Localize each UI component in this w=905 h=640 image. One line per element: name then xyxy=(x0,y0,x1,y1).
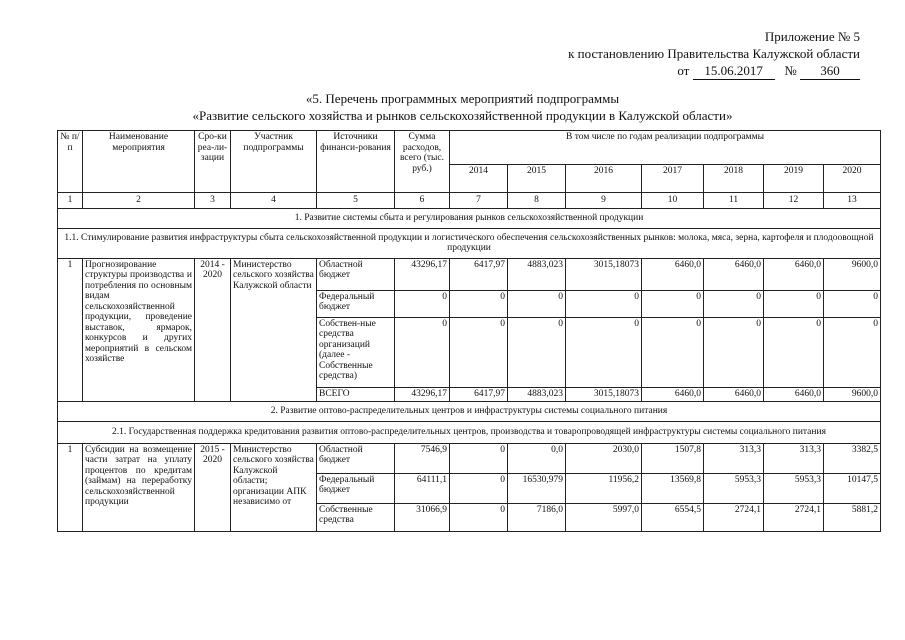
header-terms: Сро-ки реа-ли-зации xyxy=(195,131,231,193)
amount-cell: 3015,18073 xyxy=(566,258,642,290)
item-participant: Министерство сельского хозяйства Калужской области xyxy=(231,258,317,401)
amount-cell: 0 xyxy=(508,290,566,317)
amount-cell: 0,0 xyxy=(508,443,566,473)
item-terms: 2014 - 2020 xyxy=(195,258,231,401)
column-number: 1 xyxy=(58,193,83,209)
amount-cell: 313,3 xyxy=(704,443,764,473)
amount-cell: 6460,0 xyxy=(764,387,824,401)
amount-cell: 0 xyxy=(764,290,824,317)
amount-cell: 6460,0 xyxy=(764,258,824,290)
amount-cell: 1507,8 xyxy=(642,443,704,473)
amount-cell: 5953,3 xyxy=(704,473,764,503)
amount-cell: 6460,0 xyxy=(642,258,704,290)
resolution-label: к постановлению Правительства Калужской области xyxy=(568,46,860,61)
amount-cell: 5881,2 xyxy=(824,503,881,531)
number-label: № xyxy=(784,63,797,78)
amount-cell: 2724,1 xyxy=(704,503,764,531)
amount-cell: 0 xyxy=(764,317,824,387)
title-line-2: «Развитие сельского хозяйства и рынков сельскохозяйственной продукции в Калужской области» xyxy=(192,108,733,123)
item-name: Субсидии на возмещение части затрат на уплату процентов по кредитам (займам) на переработку сельскохозяйственной продукции xyxy=(83,443,195,531)
header-year: 2019 xyxy=(764,165,824,193)
amount-cell: 5953,3 xyxy=(764,473,824,503)
amount-cell: 0 xyxy=(704,317,764,387)
amount-cell: 64111,1 xyxy=(395,473,450,503)
amount-cell: 0 xyxy=(704,290,764,317)
header-year: 2014 xyxy=(450,165,508,193)
funding-source: ВСЕГО xyxy=(317,387,395,401)
amount-cell: 0 xyxy=(395,317,450,387)
table-row xyxy=(58,443,881,473)
amount-cell: 13569,8 xyxy=(642,473,704,503)
subsection-row xyxy=(58,228,881,258)
amount-cell: 0 xyxy=(824,290,881,317)
amount-cell: 10147,5 xyxy=(824,473,881,503)
funding-source: Федеральный бюджет xyxy=(317,473,395,503)
item-number: 1 xyxy=(58,258,83,401)
header-year: 2016 xyxy=(566,165,642,193)
funding-source: Областной бюджет xyxy=(317,443,395,473)
amount-cell: 6460,0 xyxy=(642,387,704,401)
amount-cell: 0 xyxy=(450,443,508,473)
header-year: 2015 xyxy=(508,165,566,193)
from-label: от xyxy=(677,63,690,78)
header-name: Наименование мероприятия xyxy=(83,131,195,193)
section-title: 2. Развитие оптово-распределительных центров и инфраструктуры системы социального питания xyxy=(58,401,881,421)
amount-cell: 3382,5 xyxy=(824,443,881,473)
resolution-number: 360 xyxy=(800,62,860,80)
amount-cell: 0 xyxy=(395,290,450,317)
column-number: 5 xyxy=(317,193,395,209)
funding-source: Собственные средства xyxy=(317,503,395,531)
column-number: 11 xyxy=(704,193,764,209)
section-title: 1. Развитие системы сбыта и регулирования рынков сельскохозяйственной продукции xyxy=(58,208,881,228)
amount-cell: 4883,023 xyxy=(508,258,566,290)
header-by-year: В том числе по годам реализации подпрограммы xyxy=(450,131,881,165)
section-row xyxy=(58,401,881,421)
funding-source: Собствен-ные средства организаций (далее - Собственные средства) xyxy=(317,317,395,387)
subsection-title: 2.1. Государственная поддержка кредитования развития оптово-распределительных центров, производства и товаропроводящей инфраструктуры системы социального питания xyxy=(58,421,881,443)
column-number: 6 xyxy=(395,193,450,209)
amount-cell: 43296,17 xyxy=(395,387,450,401)
subsection-title: 1.1. Стимулирование развития инфраструктуры сбыта сельскохозяйственной продукции и логистического обеспечения сельскохозяйственных рынков: молока, мяса, зерна, картофеля и плодоовощной продукции xyxy=(58,228,881,258)
amount-cell: 2030,0 xyxy=(566,443,642,473)
column-number: 12 xyxy=(764,193,824,209)
amount-cell: 7186,0 xyxy=(508,503,566,531)
amount-cell: 0 xyxy=(450,503,508,531)
amount-cell: 43296,17 xyxy=(395,258,450,290)
document-title xyxy=(60,90,865,124)
amount-cell: 31066,9 xyxy=(395,503,450,531)
header-sources: Источники финанси-рования xyxy=(317,131,395,193)
subsection-row xyxy=(58,421,881,443)
amount-cell: 6554,5 xyxy=(642,503,704,531)
amount-cell: 2724,1 xyxy=(764,503,824,531)
amount-cell: 11956,2 xyxy=(566,473,642,503)
amount-cell: 6417,97 xyxy=(450,387,508,401)
column-number: 9 xyxy=(566,193,642,209)
amount-cell: 0 xyxy=(824,317,881,387)
amount-cell: 16530,979 xyxy=(508,473,566,503)
amount-cell: 0 xyxy=(450,290,508,317)
column-number: 7 xyxy=(450,193,508,209)
table-row xyxy=(58,258,881,290)
column-number: 13 xyxy=(824,193,881,209)
amount-cell: 9600,0 xyxy=(824,258,881,290)
resolution-date: 15.06.2017 xyxy=(693,62,775,80)
header-num: № п/п xyxy=(58,131,83,193)
document-header xyxy=(568,28,860,80)
amount-cell: 4883,023 xyxy=(508,387,566,401)
measures-table xyxy=(57,130,881,532)
amount-cell: 0 xyxy=(508,317,566,387)
table-header-row xyxy=(58,131,881,165)
appendix-label: Приложение № 5 xyxy=(764,29,860,44)
header-year: 2017 xyxy=(642,165,704,193)
header-sum: Сумма расходов, всего (тыс. руб.) xyxy=(395,131,450,193)
section-row xyxy=(58,208,881,228)
amount-cell: 9600,0 xyxy=(824,387,881,401)
funding-source: Областной бюджет xyxy=(317,258,395,290)
funding-source: Федеральный бюджет xyxy=(317,290,395,317)
column-number: 3 xyxy=(195,193,231,209)
amount-cell: 0 xyxy=(642,317,704,387)
amount-cell: 0 xyxy=(450,317,508,387)
item-terms: 2015 - 2020 xyxy=(195,443,231,531)
amount-cell: 7546,9 xyxy=(395,443,450,473)
amount-cell: 6460,0 xyxy=(704,258,764,290)
amount-cell: 6417,97 xyxy=(450,258,508,290)
header-participant: Участник подпрограммы xyxy=(231,131,317,193)
amount-cell: 0 xyxy=(450,473,508,503)
amount-cell: 313,3 xyxy=(764,443,824,473)
item-participant: Министерство сельского хозяйства Калужской области; организации АПК независимо от xyxy=(231,443,317,531)
amount-cell: 0 xyxy=(566,290,642,317)
column-number: 2 xyxy=(83,193,195,209)
column-number: 8 xyxy=(508,193,566,209)
column-number: 4 xyxy=(231,193,317,209)
header-year: 2018 xyxy=(704,165,764,193)
amount-cell: 0 xyxy=(566,317,642,387)
date-number-line xyxy=(568,62,860,80)
amount-cell: 5997,0 xyxy=(566,503,642,531)
column-numbers-row xyxy=(58,193,881,209)
title-line-1: «5. Перечень программных мероприятий подпрограммы xyxy=(305,91,620,106)
header-year: 2020 xyxy=(824,165,881,193)
column-number: 10 xyxy=(642,193,704,209)
item-number: 1 xyxy=(58,443,83,531)
amount-cell: 0 xyxy=(642,290,704,317)
amount-cell: 6460,0 xyxy=(704,387,764,401)
item-name: Прогнозирование структуры производства и потребления по основным видам сельскохозяйственной продукции, проведение выставок, ярмарок, конкурсов и других мероприятий в сельском хозяйстве xyxy=(83,258,195,401)
amount-cell: 3015,18073 xyxy=(566,387,642,401)
